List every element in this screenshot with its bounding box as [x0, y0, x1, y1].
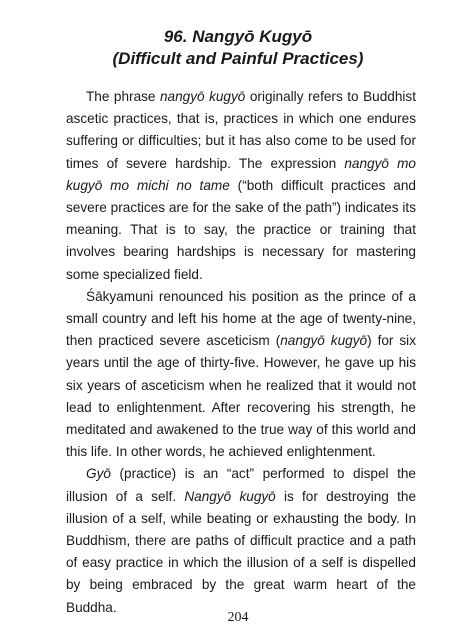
- paragraph: [66, 86, 416, 286]
- italic-term: nangyō mo kugyō mo michi no tame: [66, 155, 416, 193]
- text-run: The phrase: [86, 89, 160, 104]
- text-run: is for destroying the illusion of a self, while beating or exhausting the body. In Buddhism, there are paths of difficult practice and a path of easy practice in which the illusion of a self is dispelled by being embraced by the great warm heart of the Buddha.: [66, 488, 416, 615]
- text-run: ) for six years until the age of thirty-five. However, he gave up his six years of asceticism when he realized that it would not lead to enlightenment. After recovering his strength, he meditated and awakened to the true way of this world and this life. In other words, he achieved enlightenment.: [66, 333, 417, 460]
- body-text: [66, 86, 416, 619]
- text-run: originally refers to Buddhist ascetic practices, that is, practices in which one endures suffering or difficulties; but it has also come to be used for times of severe hardship. The expression: [66, 89, 416, 171]
- text-run: Śākyamuni renounced his position as the prince of a small country and left his home at the age of twenty-nine, then practiced severe asceticism (: [66, 288, 416, 349]
- italic-term: nangyō kugyō: [159, 89, 246, 104]
- italic-term: Nangyō kugyō: [184, 488, 276, 504]
- paragraph: [66, 286, 416, 464]
- italic-term: nangyō kugyō: [280, 333, 368, 349]
- section-title: 96. Nangyō Kugyō: [163, 27, 313, 46]
- section-subtitle: (Difficult and Painful Practices): [112, 49, 364, 68]
- text-run: (practice) is an “act” performed to dispel the illusion of a self.: [66, 466, 416, 504]
- page-number: 204: [227, 610, 249, 625]
- italic-term: Gyō: [86, 466, 111, 482]
- paragraph: [66, 463, 416, 618]
- text-run: (“both difficult practices and severe practices are for the sake of the path”) indicates its meaning. That is to say, the practice or training that involves bearing hardships is necessary for mastering some specialized field.: [66, 177, 416, 282]
